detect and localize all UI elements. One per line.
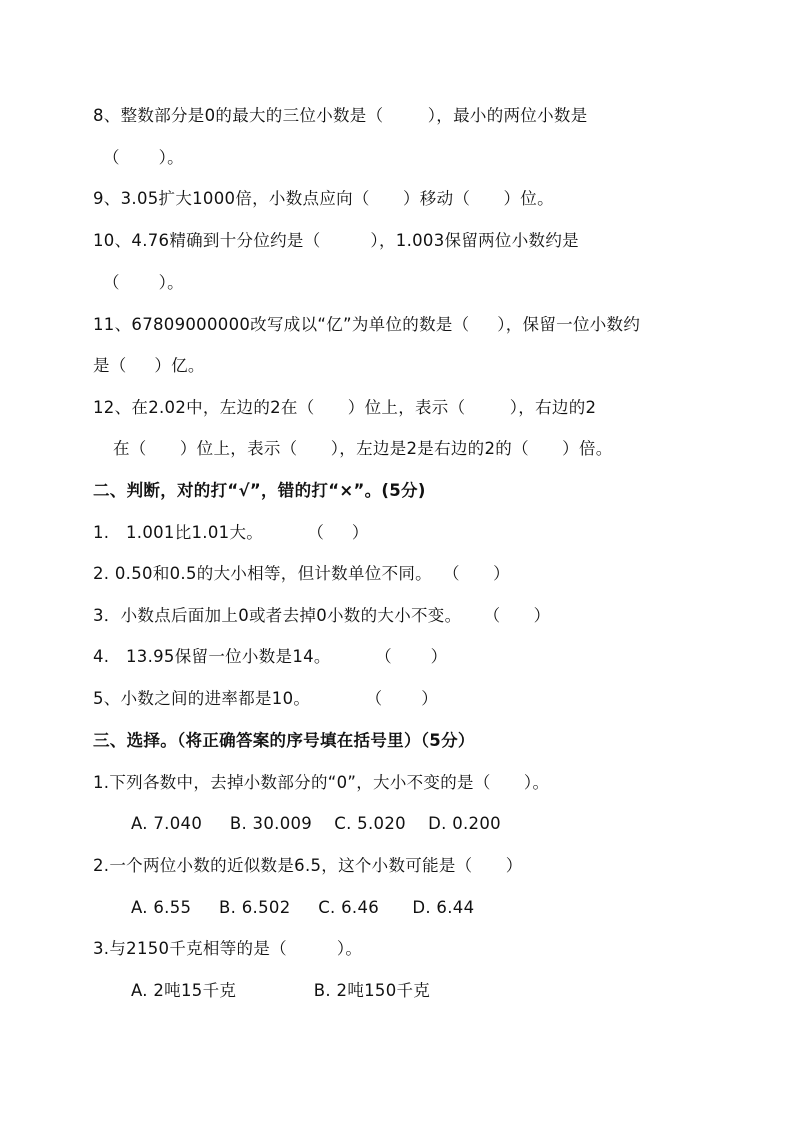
q12-line2: 在（ ）位上，表示（ ），左边是2是右边的2的（ ）倍。 (113, 439, 613, 458)
choice-q3-options: A. 2吨15千克 B. 2吨150千克 (131, 981, 431, 1000)
choice-q2-options: A. 6.55 B. 6.502 C. 6.46 D. 6.44 (131, 898, 475, 917)
q8-line1: 8、整数部分是0的最大的三位小数是（ ），最小的两位小数是 (93, 106, 588, 125)
judge-item-1: 1. 1.001比1.01大。 （ ） (93, 523, 369, 542)
section-judgement-title: 二、判断，对的打“√”，错的打“×”。(5分) (93, 481, 426, 500)
judge-item-5: 5、小数之间的进率都是10。 （ ） (93, 689, 439, 708)
q11-line1: 11、67809000000改写成以“亿”为单位的数是（ ），保留一位小数约 (93, 315, 641, 334)
q10-line1: 10、4.76精确到十分位约是（ ），1.003保留两位小数约是 (93, 231, 579, 250)
section-choice-title: 三、选择。（将正确答案的序号填在括号里）（5分） (93, 731, 475, 750)
judge-item-3: 3．小数点后面加上0或者去掉0小数的大小不变。 （ ） (93, 606, 551, 625)
choice-q3: 3.与2150千克相等的是（ ）。 (93, 939, 363, 958)
choice-q1-options: A. 7.040 B. 30.009 C. 5.020 D. 0.200 (131, 814, 501, 833)
choice-q2: 2.一个两位小数的近似数是6.5，这个小数可能是（ ） (93, 856, 523, 875)
q11-line2: 是（ ）亿。 (93, 356, 205, 375)
choice-q1: 1.下列各数中，去掉小数部分的“0”，大小不变的是（ ）。 (93, 773, 550, 792)
q12-line1: 12、在2.02中，左边的2在（ ）位上，表示（ ），右边的2 (93, 398, 597, 417)
q8-line2: （ ）。 (103, 148, 184, 167)
q10-line2: （ ）。 (103, 273, 184, 292)
q9: 9、3.05扩大1000倍，小数点应向（ ）移动（ ）位。 (93, 189, 554, 208)
judge-item-4: 4. 13.95保留一位小数是14。 （ ） (93, 647, 448, 666)
judge-item-2: 2. 0.50和0.5的大小相等，但计数单位不同。 （ ） (93, 564, 510, 583)
